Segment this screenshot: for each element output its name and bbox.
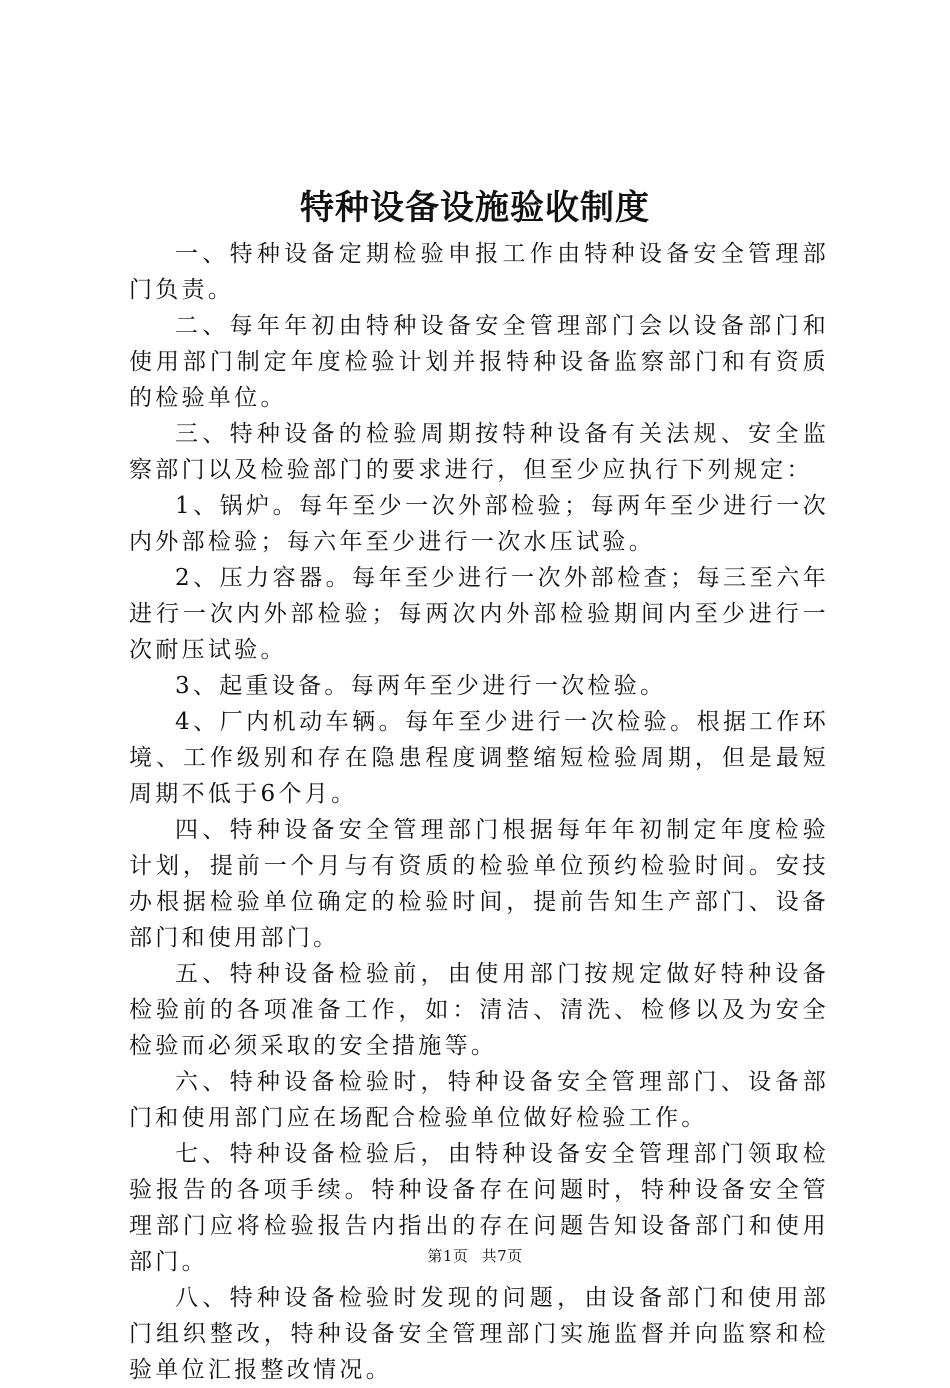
document-body [129,236,829,1388]
paragraph-3-item-3: 3、起重设备。每两年至少进行一次检验。 [175,673,667,699]
paragraph-3-item-2: 2、压力容器。每年至少进行一次外部检查；每三至六年进行一次内外部检验；每两次内外部检验期间内至少进行一次耐压试验。 [129,565,829,663]
paragraph-5: 五、特种设备检验前，由使用部门按规定做好特种设备检验前的各项准备工作，如：清洁、清洗、检修以及为安全检验而必须采取的安全措施等。 [129,961,829,1059]
paragraph-3: 三、特种设备的检验周期按特种设备有关法规、安全监察部门以及检验部门的要求进行，但至少应执行下列规定： [129,421,829,483]
page-footer [0,1246,950,1266]
paragraph-3-item-4: 4、厂内机动车辆。每年至少进行一次检验。根据工作环境、工作级别和存在隐患程度调整缩短检验周期，但是最短周期不低于6个月。 [129,709,829,807]
paragraph-8: 八、特种设备检验时发现的问题，由设备部门和使用部门组织整改，特种设备安全管理部门实施监督并向监察和检验单位汇报整改情况。 [129,1285,829,1383]
page-total: 共7页 [481,1247,523,1265]
document-title: 特种设备设施验收制度 [300,188,650,228]
page-number: 第1页 [427,1247,469,1265]
paragraph-6: 六、特种设备检验时，特种设备安全管理部门、设备部门和使用部门应在场配合检验单位做好检验工作。 [129,1069,829,1131]
paragraph-7: 七、特种设备检验后，由特种设备安全管理部门领取检验报告的各项手续。特种设备存在问题时，特种设备安全管理部门应将检验报告内指出的存在问题告知设备部门和使用部门。 [129,1141,829,1275]
paragraph-3-item-1: 1、锅炉。每年至少一次外部检验；每两年至少进行一次内外部检验；每六年至少进行一次水压试验。 [129,493,829,555]
paragraph-4: 四、特种设备安全管理部门根据每年年初制定年度检验计划，提前一个月与有资质的检验单位预约检验时间。安技办根据检验单位确定的检验时间，提前告知生产部门、设备部门和使用部门。 [129,817,829,951]
paragraph-1: 一、特种设备定期检验申报工作由特种设备安全管理部门负责。 [129,241,829,303]
paragraph-2: 二、每年年初由特种设备安全管理部门会以设备部门和使用部门制定年度检验计划并报特种设备监察部门和有资质的检验单位。 [129,313,829,411]
